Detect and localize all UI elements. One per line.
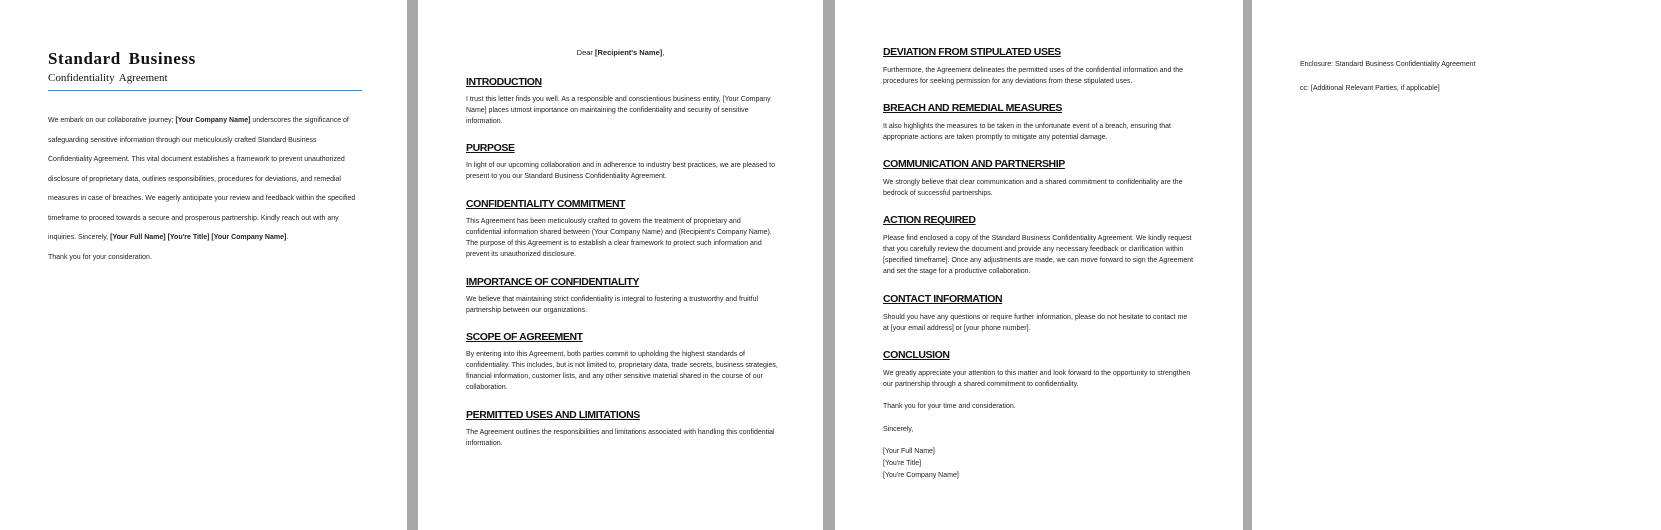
section-text-importance: We believe that maintaining strict confidentiality is integral to fostering a trustworthy and fruitful partnership between our organizations. xyxy=(466,296,759,314)
page-2 xyxy=(418,0,823,530)
section-heading-confidentiality-commitment: CONFIDENTIALITY COMMITMENT xyxy=(466,198,626,210)
page-1 xyxy=(0,0,407,530)
body-text-run: underscores the significance of safeguarding sensitive information through our meticulously crafted Standard Business Confidentiality Agreement. This vital document establishes a framework to prevent unauthorized disclosure of proprietary data, outlines responsibilities, procedures for deviations, and remedial measures in case of breaches. We eagerly anticipate your review and feedback within the specified timeframe to proceed towards a secure and prosperous partnership. Kindly reach out with any inquiries. Sincerely, xyxy=(48,117,356,241)
document-subtitle: Confidentiality Agreement xyxy=(48,72,168,84)
intro-paragraph xyxy=(48,111,360,248)
body-text-run: . xyxy=(286,234,289,241)
placeholder-text: [Your Full Name] xyxy=(110,234,166,241)
section-text-breach: It also highlights the measures to be taken in the unfortunate event of a breach, ensuring that appropriate actions are taken promptly to mitigate any potential damage. xyxy=(883,123,1171,141)
cc-line: cc: [Additional Relevant Parties, if applicable] xyxy=(1300,85,1440,92)
section-heading-deviation: DEVIATION FROM STIPULATED USES xyxy=(883,46,1061,58)
section-text-contact: Should you have any questions or require further information, please do not hesitate to contact me at [your email address] or [your phone number]. xyxy=(883,314,1188,332)
greeting-prefix: Dear xyxy=(576,48,596,57)
section-text-introduction: I trust this letter finds you well. As a responsible and conscientious business entity, [Your Company Name] places utmost importance on maintaining the confidentiality and security of sensitive information. xyxy=(466,96,771,125)
placeholder-text: [Your Company Name] xyxy=(211,234,287,241)
signature-company: [You're Company Name] xyxy=(883,472,959,479)
section-text-communication: We strongly believe that clear communication and a shared commitment to confidentiality are the bedrock of successful partnerships. xyxy=(883,179,1183,197)
section-text-purpose: In light of our upcoming collaboration and in adherence to industry best practices, we are pleased to present to you our Standard Business Confidentiality Agreement. xyxy=(466,162,775,180)
page-4 xyxy=(1252,0,1661,530)
section-heading-conclusion: CONCLUSION xyxy=(883,349,950,361)
signature-name: [Your Full Name] xyxy=(883,448,935,455)
greeting-line xyxy=(418,48,823,57)
section-text-deviation: Furthermore, the Agreement delineates the permitted uses of the confidential information and the procedures for seeking permission for any deviations from these stipulated uses. xyxy=(883,67,1184,85)
page-3 xyxy=(835,0,1243,530)
section-heading-contact: CONTACT INFORMATION xyxy=(883,293,1003,305)
enclosure-line: Enclosure: Standard Business Confidentiality Agreement xyxy=(1300,61,1476,68)
section-text-action-required: Please find enclosed a copy of the Standard Business Confidentiality Agreement. We kindly request that you carefully review the document and provide any necessary feedback or clarification within [specified timeframe]. Once any adjustments are made, we can move forward to sign the Agreement and set the stage for a productive collaboration. xyxy=(883,235,1194,275)
section-heading-importance: IMPORTANCE OF CONFIDENTIALITY xyxy=(466,276,640,288)
section-heading-action-required: ACTION REQUIRED xyxy=(883,214,976,226)
section-heading-introduction: INTRODUCTION xyxy=(466,76,542,88)
placeholder-text: [Your Company Name] xyxy=(175,117,251,124)
section-heading-communication: COMMUNICATION AND PARTNERSHIP xyxy=(883,158,1065,170)
section-heading-breach: BREACH AND REMEDIAL MEASURES xyxy=(883,102,1062,114)
section-heading-scope: SCOPE OF AGREEMENT xyxy=(466,331,583,343)
greeting-suffix: , xyxy=(662,48,665,57)
document-title: Standard Business xyxy=(48,49,196,68)
signature-title: [You're Title] xyxy=(883,460,922,467)
closing-thanks: Thank you for your time and consideration. xyxy=(883,403,1016,410)
section-text-confidentiality-commitment: This Agreement has been meticulously crafted to govern the treatment of proprietary and confidential information shared between (Your Company Name) and (Recipient's Company Name). The purpose of this Agreement is to establish a clear framework to protect such information and prevent its unauthorized disclosure. xyxy=(466,218,772,258)
body-text-run: We embark on our collaborative journey; xyxy=(48,117,176,124)
title-divider xyxy=(48,90,362,91)
placeholder-text: [You're Title] xyxy=(167,234,210,241)
section-heading-permitted-uses: PERMITTED USES AND LIMITATIONS xyxy=(466,409,640,421)
section-text-scope: By entering into this Agreement, both parties commit to upholding the highest standards of confidentiality. This includes, but is not limited to, proprietary data, trade secrets, business strategies, financial information, customer lists, and any other sensitive material shared in the course of our collaboration. xyxy=(466,351,778,391)
closing-sincerely: Sincerely, xyxy=(883,426,914,433)
section-heading-purpose: PURPOSE xyxy=(466,142,515,154)
recipient-name: [Recipient's Name] xyxy=(595,48,663,57)
section-text-conclusion: We greatly appreciate your attention to this matter and look forward to the opportunity to strengthen our partnership through a shared commitment to confidentiality. xyxy=(883,370,1191,388)
section-text-permitted-uses: The Agreement outlines the responsibilities and limitations associated with handling this confidential information. xyxy=(466,429,775,447)
thanks-line: Thank you for your consideration. xyxy=(48,254,152,261)
